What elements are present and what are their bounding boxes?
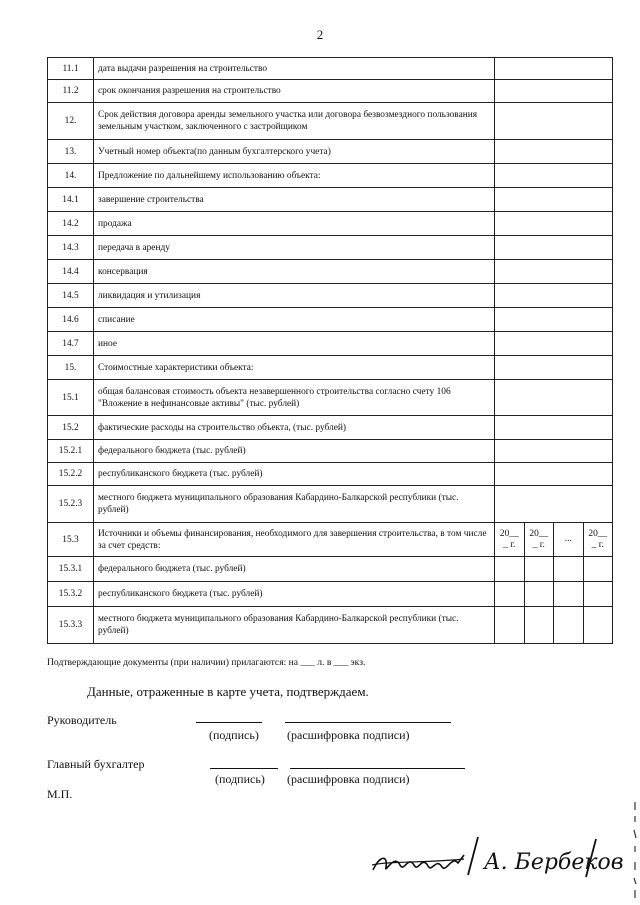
year-column-header: 20__ _ г. — [524, 523, 554, 557]
row-label: ликвидация и утилизация — [94, 284, 495, 308]
value-cell — [495, 188, 613, 212]
row-number: 14.7 — [48, 332, 94, 356]
table-row — [48, 380, 613, 416]
row-label: местного бюджета муниципального образования Кабардино-Балкарской республики (тыс. рублей) — [94, 486, 495, 523]
row-number: 15.3.3 — [48, 607, 94, 644]
year-column-header: ... — [554, 523, 584, 557]
confirmation-statement: Данные, отраженные в карте учета, подтверждаем. — [87, 684, 369, 699]
value-cell — [495, 356, 613, 380]
row-label: срок окончания разрешения на строительство — [94, 80, 495, 103]
table-row — [48, 140, 613, 164]
year-value-cell — [554, 582, 584, 607]
row-number: 11.2 — [48, 80, 94, 103]
value-cell — [495, 308, 613, 332]
row-label: Источники и объемы финансирования, необходимого для завершения строительства, в том числе за счет средств: — [94, 523, 495, 557]
row-label: списание — [94, 308, 495, 332]
value-cell — [495, 284, 613, 308]
row-number: 14.6 — [48, 308, 94, 332]
financing-row — [48, 523, 613, 557]
year-value-cell — [554, 557, 584, 582]
record-card-table — [47, 57, 613, 644]
table-row — [48, 236, 613, 260]
row-number: 14.1 — [48, 188, 94, 212]
stamp-placeholder: М.П. — [47, 787, 73, 801]
accountant-sign-hint: (подпись) — [215, 772, 265, 786]
row-number: 12. — [48, 103, 94, 140]
signature-name: А. Бербеков — [484, 850, 624, 875]
table-row — [48, 188, 613, 212]
value-cell — [495, 80, 613, 103]
year-value-cell — [524, 582, 554, 607]
row-label: передача в аренду — [94, 236, 495, 260]
accountant-decode-line — [290, 768, 465, 769]
table-row — [48, 103, 613, 140]
table-row — [48, 308, 613, 332]
row-number: 15.1 — [48, 380, 94, 416]
row-label: республиканского бюджета (тыс. рублей) — [94, 582, 495, 607]
head-sign-hint: (подпись) — [209, 728, 259, 742]
table-row — [48, 58, 613, 80]
accountant-signature-line — [210, 768, 278, 769]
row-label: Срок действия договора аренды земельного участка или договора безвозмездного пользования земельным участком, заключенного с застройщиком — [94, 103, 495, 140]
year-value-cell — [554, 607, 584, 644]
row-number: 15.2.1 — [48, 440, 94, 463]
head-signature-line — [196, 722, 262, 723]
row-label: завершение строительства — [94, 188, 495, 212]
table-row — [48, 356, 613, 380]
table-row — [48, 80, 613, 103]
row-number: 15.2 — [48, 416, 94, 440]
row-number: 14. — [48, 164, 94, 188]
table-row — [48, 607, 613, 644]
row-label: федерального бюджета (тыс. рублей) — [94, 440, 495, 463]
row-number: 15.3.2 — [48, 582, 94, 607]
head-decode-line — [285, 722, 451, 723]
table-row — [48, 557, 613, 582]
value-cell — [495, 212, 613, 236]
row-number: 15.3.1 — [48, 557, 94, 582]
year-column-header: 20__ _ г. — [495, 523, 525, 557]
table-row — [48, 212, 613, 236]
value-cell — [495, 486, 613, 523]
value-cell — [495, 164, 613, 188]
handwritten-signature — [368, 825, 624, 885]
value-cell — [495, 103, 613, 140]
year-value-cell — [495, 607, 525, 644]
page-number: 2 — [316, 27, 324, 42]
row-number: 15.2.2 — [48, 463, 94, 486]
year-column-header: 20__ _ г. — [583, 523, 613, 557]
value-cell — [495, 440, 613, 463]
value-cell — [495, 236, 613, 260]
year-value-cell — [524, 607, 554, 644]
year-value-cell — [583, 557, 613, 582]
supporting-documents-note: Подтверждающие документы (при наличии) прилагаются: на ___ л. в ___ экз. — [47, 657, 366, 668]
value-cell — [495, 140, 613, 164]
table-row — [48, 440, 613, 463]
row-label: иное — [94, 332, 495, 356]
row-label: Учетный номер объекта(по данным бухгалтерского учета) — [94, 140, 495, 164]
row-number: 15.2.3 — [48, 486, 94, 523]
table-row — [48, 284, 613, 308]
value-cell — [495, 332, 613, 356]
year-value-cell — [495, 582, 525, 607]
year-value-cell — [495, 557, 525, 582]
row-number: 11.1 — [48, 58, 94, 80]
value-cell — [495, 463, 613, 486]
row-number: 15. — [48, 356, 94, 380]
row-label: федерального бюджета (тыс. рублей) — [94, 557, 495, 582]
head-label: Руководитель — [47, 713, 117, 727]
row-number: 15.3 — [48, 523, 94, 557]
row-label: дата выдачи разрешения на строительство — [94, 58, 495, 80]
row-label: фактические расходы на строительство объекта, (тыс. рублей) — [94, 416, 495, 440]
table-row — [48, 164, 613, 188]
year-value-cell — [524, 557, 554, 582]
row-label: республиканского бюджета (тыс. рублей) — [94, 463, 495, 486]
row-number: 13. — [48, 140, 94, 164]
row-label: общая балансовая стоимость объекта незавершенного строительства согласно счету 106 "Вложение в нефинансовые активы" (тыс. рублей) — [94, 380, 495, 416]
value-cell — [495, 416, 613, 440]
row-label: Стоимостные характеристики объекта: — [94, 356, 495, 380]
value-cell — [495, 380, 613, 416]
row-number: 14.4 — [48, 260, 94, 284]
row-label: местного бюджета муниципального образования Кабардино-Балкарской республики (тыс. рублей) — [94, 607, 495, 644]
row-label: продажа — [94, 212, 495, 236]
year-value-cell — [583, 607, 613, 644]
table-row — [48, 486, 613, 523]
row-number: 14.5 — [48, 284, 94, 308]
accountant-decode-hint: (расшифровка подписи) — [287, 772, 410, 786]
year-value-cell — [583, 582, 613, 607]
value-cell — [495, 58, 613, 80]
table-row — [48, 582, 613, 607]
table-row — [48, 416, 613, 440]
value-cell — [495, 260, 613, 284]
table-row — [48, 260, 613, 284]
row-label: консервация — [94, 260, 495, 284]
chief-accountant-label: Главный бухгалтер — [47, 757, 145, 771]
page-edge-marks — [631, 800, 639, 900]
table-row — [48, 463, 613, 486]
row-number: 14.3 — [48, 236, 94, 260]
row-label: Предложение по дальнейшему использованию объекта: — [94, 164, 495, 188]
table-row — [48, 332, 613, 356]
row-number: 14.2 — [48, 212, 94, 236]
head-decode-hint: (расшифровка подписи) — [287, 728, 410, 742]
